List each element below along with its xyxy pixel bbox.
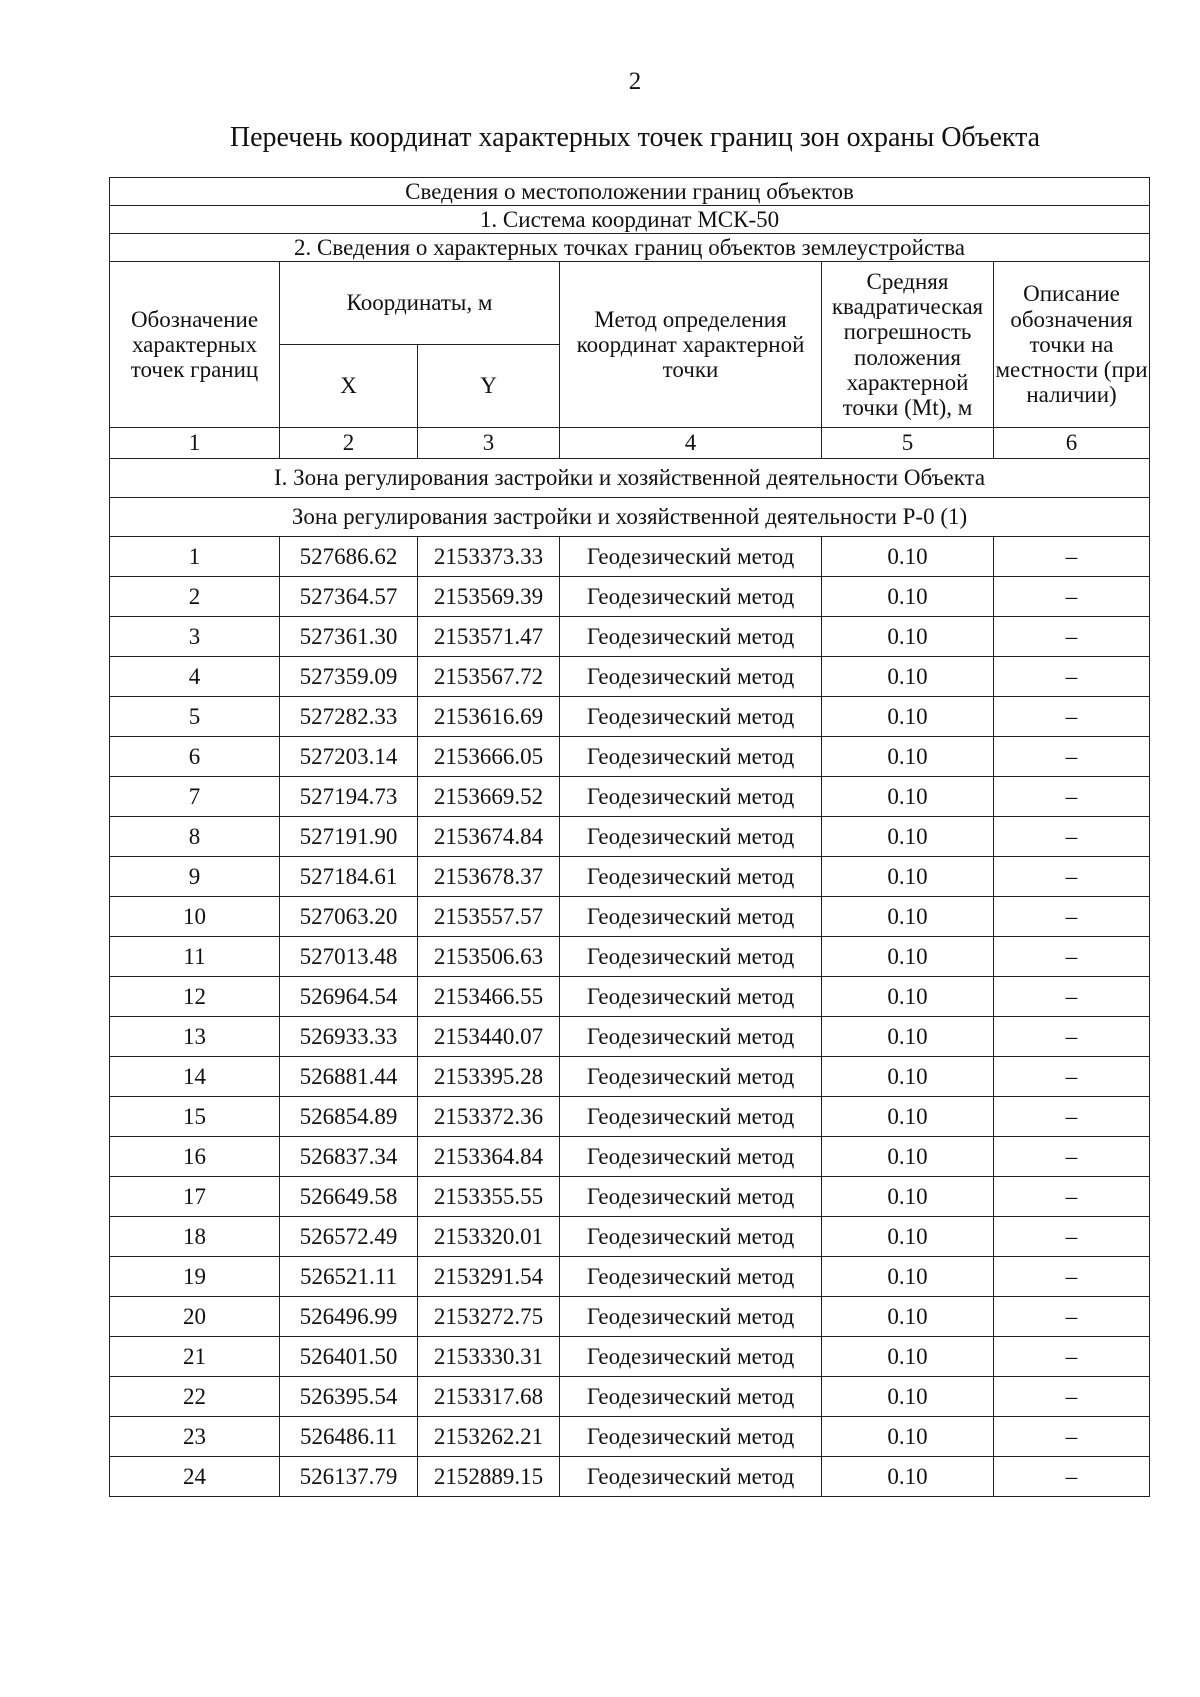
x-coordinate-cell: 527191.90	[280, 817, 418, 857]
x-coordinate-cell: 527282.33	[280, 697, 418, 737]
method-cell: Геодезический метод	[560, 577, 822, 617]
method-cell: Геодезический метод	[560, 1417, 822, 1457]
method-cell: Геодезический метод	[560, 897, 822, 937]
error-cell: 0.10	[822, 577, 994, 617]
coordinates-table	[109, 177, 1150, 1497]
description-cell: –	[994, 577, 1150, 617]
description-cell: –	[994, 1097, 1150, 1137]
point-number-cell: 16	[110, 1137, 280, 1177]
table-row	[110, 977, 1150, 1017]
method-cell: Геодезический метод	[560, 1377, 822, 1417]
table-row	[110, 697, 1150, 737]
point-number-cell: 17	[110, 1177, 280, 1217]
x-coordinate-cell: 526964.54	[280, 977, 418, 1017]
method-cell: Геодезический метод	[560, 1057, 822, 1097]
page-number: 2	[628, 68, 642, 95]
point-number-cell: 23	[110, 1417, 280, 1457]
error-cell: 0.10	[822, 1417, 994, 1457]
header-row-info	[110, 178, 1150, 206]
description-cell: –	[994, 1137, 1150, 1177]
header-points-cell: 2. Сведения о характерных точках границ объектов землеустройства	[110, 234, 1150, 262]
method-cell: Геодезический метод	[560, 817, 822, 857]
point-number-cell: 3	[110, 617, 280, 657]
y-coordinate-cell: 2153678.37	[418, 857, 560, 897]
x-coordinate-cell: 527359.09	[280, 657, 418, 697]
table-row	[110, 1217, 1150, 1257]
y-coordinate-cell: 2153674.84	[418, 817, 560, 857]
description-cell: –	[994, 737, 1150, 777]
y-coordinate-cell: 2153571.47	[418, 617, 560, 657]
col-head-description: Описание обозначения точки на местности (при наличии)	[994, 262, 1150, 428]
table-row	[110, 1297, 1150, 1337]
header-info-cell: Сведения о местоположении границ объектов	[110, 178, 1150, 206]
point-number-cell: 13	[110, 1017, 280, 1057]
table-row	[110, 617, 1150, 657]
col-number: 4	[560, 428, 822, 459]
point-number-cell: 20	[110, 1297, 280, 1337]
method-cell: Геодезический метод	[560, 737, 822, 777]
y-coordinate-cell: 2153291.54	[418, 1257, 560, 1297]
method-cell: Геодезический метод	[560, 937, 822, 977]
y-coordinate-cell: 2152889.15	[418, 1457, 560, 1497]
method-cell: Геодезический метод	[560, 617, 822, 657]
table-row	[110, 1457, 1150, 1497]
x-coordinate-cell: 527203.14	[280, 737, 418, 777]
error-cell: 0.10	[822, 1097, 994, 1137]
point-number-cell: 12	[110, 977, 280, 1017]
table-row	[110, 817, 1150, 857]
col-head-y: Y	[418, 345, 560, 428]
x-coordinate-cell: 526837.34	[280, 1137, 418, 1177]
point-number-cell: 18	[110, 1217, 280, 1257]
point-number-cell: 22	[110, 1377, 280, 1417]
x-coordinate-cell: 527063.20	[280, 897, 418, 937]
description-cell: –	[994, 1377, 1150, 1417]
description-cell: –	[994, 1177, 1150, 1217]
error-cell: 0.10	[822, 1057, 994, 1097]
point-number-cell: 24	[110, 1457, 280, 1497]
description-cell: –	[994, 617, 1150, 657]
error-cell: 0.10	[822, 737, 994, 777]
description-cell: –	[994, 1417, 1150, 1457]
description-cell: –	[994, 1257, 1150, 1297]
y-coordinate-cell: 2153669.52	[418, 777, 560, 817]
table-row	[110, 1137, 1150, 1177]
table-row	[110, 1257, 1150, 1297]
x-coordinate-cell: 526395.54	[280, 1377, 418, 1417]
x-coordinate-cell: 526881.44	[280, 1057, 418, 1097]
error-cell: 0.10	[822, 777, 994, 817]
col-head-x: X	[280, 345, 418, 428]
x-coordinate-cell: 526649.58	[280, 1177, 418, 1217]
col-number: 5	[822, 428, 994, 459]
description-cell: –	[994, 1337, 1150, 1377]
table-row	[110, 937, 1150, 977]
point-number-cell: 1	[110, 537, 280, 577]
x-coordinate-cell: 526521.11	[280, 1257, 418, 1297]
table-row	[110, 777, 1150, 817]
x-coordinate-cell: 527013.48	[280, 937, 418, 977]
page-title: Перечень координат характерных точек границ зон охраны Объекта	[229, 122, 1041, 153]
point-number-cell: 7	[110, 777, 280, 817]
y-coordinate-cell: 2153320.01	[418, 1217, 560, 1257]
method-cell: Геодезический метод	[560, 1337, 822, 1377]
table-row	[110, 657, 1150, 697]
error-cell: 0.10	[822, 937, 994, 977]
x-coordinate-cell: 527364.57	[280, 577, 418, 617]
y-coordinate-cell: 2153466.55	[418, 977, 560, 1017]
point-number-cell: 21	[110, 1337, 280, 1377]
y-coordinate-cell: 2153567.72	[418, 657, 560, 697]
description-cell: –	[994, 777, 1150, 817]
y-coordinate-cell: 2153506.63	[418, 937, 560, 977]
point-number-cell: 11	[110, 937, 280, 977]
y-coordinate-cell: 2153569.39	[418, 577, 560, 617]
y-coordinate-cell: 2153355.55	[418, 1177, 560, 1217]
point-number-cell: 8	[110, 817, 280, 857]
method-cell: Геодезический метод	[560, 657, 822, 697]
y-coordinate-cell: 2153372.36	[418, 1097, 560, 1137]
table-row	[110, 1177, 1150, 1217]
point-number-cell: 2	[110, 577, 280, 617]
point-number-cell: 10	[110, 897, 280, 937]
x-coordinate-cell: 527184.61	[280, 857, 418, 897]
column-header-row	[110, 262, 1150, 345]
table-row	[110, 577, 1150, 617]
point-number-cell: 9	[110, 857, 280, 897]
x-coordinate-cell: 526401.50	[280, 1337, 418, 1377]
col-number: 2	[280, 428, 418, 459]
table-row	[110, 1097, 1150, 1137]
table-row	[110, 1017, 1150, 1057]
error-cell: 0.10	[822, 1217, 994, 1257]
point-number-cell: 6	[110, 737, 280, 777]
description-cell: –	[994, 977, 1150, 1017]
table-row	[110, 537, 1150, 577]
point-number-cell: 4	[110, 657, 280, 697]
description-cell: –	[994, 897, 1150, 937]
column-number-row	[110, 428, 1150, 459]
subzone-title: Зона регулирования застройки и хозяйственной деятельности Р-0 (1)	[110, 498, 1150, 537]
x-coordinate-cell: 527194.73	[280, 777, 418, 817]
point-number-cell: 19	[110, 1257, 280, 1297]
method-cell: Геодезический метод	[560, 1137, 822, 1177]
y-coordinate-cell: 2153557.57	[418, 897, 560, 937]
col-number: 1	[110, 428, 280, 459]
error-cell: 0.10	[822, 1137, 994, 1177]
subzone-title-row	[110, 498, 1150, 537]
table-row	[110, 1377, 1150, 1417]
point-number-cell: 15	[110, 1097, 280, 1137]
description-cell: –	[994, 1297, 1150, 1337]
error-cell: 0.10	[822, 1457, 994, 1497]
error-cell: 0.10	[822, 1017, 994, 1057]
method-cell: Геодезический метод	[560, 1097, 822, 1137]
y-coordinate-cell: 2153666.05	[418, 737, 560, 777]
y-coordinate-cell: 2153330.31	[418, 1337, 560, 1377]
error-cell: 0.10	[822, 1337, 994, 1377]
error-cell: 0.10	[822, 977, 994, 1017]
method-cell: Геодезический метод	[560, 697, 822, 737]
header-system-cell: 1. Система координат МСК-50	[110, 206, 1150, 234]
x-coordinate-cell: 527686.62	[280, 537, 418, 577]
description-cell: –	[994, 817, 1150, 857]
error-cell: 0.10	[822, 1297, 994, 1337]
x-coordinate-cell: 526486.11	[280, 1417, 418, 1457]
y-coordinate-cell: 2153364.84	[418, 1137, 560, 1177]
description-cell: –	[994, 537, 1150, 577]
y-coordinate-cell: 2153262.21	[418, 1417, 560, 1457]
x-coordinate-cell: 526933.33	[280, 1017, 418, 1057]
y-coordinate-cell: 2153317.68	[418, 1377, 560, 1417]
point-number-cell: 5	[110, 697, 280, 737]
y-coordinate-cell: 2153395.28	[418, 1057, 560, 1097]
col-head-error: Средняя квадратическая погрешность положения характерной точки (Mt), м	[822, 262, 994, 428]
x-coordinate-cell: 526496.99	[280, 1297, 418, 1337]
zone-title: I. Зона регулирования застройки и хозяйственной деятельности Объекта	[110, 459, 1150, 498]
header-row-points	[110, 234, 1150, 262]
error-cell: 0.10	[822, 1377, 994, 1417]
method-cell: Геодезический метод	[560, 1297, 822, 1337]
error-cell: 0.10	[822, 617, 994, 657]
x-coordinate-cell: 526854.89	[280, 1097, 418, 1137]
table-row	[110, 1057, 1150, 1097]
table-row	[110, 857, 1150, 897]
table-row	[110, 1417, 1150, 1457]
error-cell: 0.10	[822, 817, 994, 857]
description-cell: –	[994, 657, 1150, 697]
y-coordinate-cell: 2153440.07	[418, 1017, 560, 1057]
error-cell: 0.10	[822, 657, 994, 697]
error-cell: 0.10	[822, 1177, 994, 1217]
error-cell: 0.10	[822, 897, 994, 937]
point-number-cell: 14	[110, 1057, 280, 1097]
col-head-coordinates: Координаты, м	[280, 262, 560, 345]
header-row-system	[110, 206, 1150, 234]
x-coordinate-cell: 526572.49	[280, 1217, 418, 1257]
col-head-designation: Обозначение характерных точек границ	[110, 262, 280, 428]
description-cell: –	[994, 857, 1150, 897]
error-cell: 0.10	[822, 1257, 994, 1297]
description-cell: –	[994, 1217, 1150, 1257]
method-cell: Геодезический метод	[560, 1217, 822, 1257]
method-cell: Геодезический метод	[560, 857, 822, 897]
error-cell: 0.10	[822, 537, 994, 577]
error-cell: 0.10	[822, 857, 994, 897]
method-cell: Геодезический метод	[560, 1457, 822, 1497]
x-coordinate-cell: 526137.79	[280, 1457, 418, 1497]
col-number: 3	[418, 428, 560, 459]
y-coordinate-cell: 2153272.75	[418, 1297, 560, 1337]
table-row	[110, 737, 1150, 777]
y-coordinate-cell: 2153373.33	[418, 537, 560, 577]
description-cell: –	[994, 937, 1150, 977]
error-cell: 0.10	[822, 697, 994, 737]
table-row	[110, 897, 1150, 937]
col-head-method: Метод определения координат характерной точки	[560, 262, 822, 428]
method-cell: Геодезический метод	[560, 977, 822, 1017]
description-cell: –	[994, 1457, 1150, 1497]
x-coordinate-cell: 527361.30	[280, 617, 418, 657]
description-cell: –	[994, 1017, 1150, 1057]
method-cell: Геодезический метод	[560, 1257, 822, 1297]
description-cell: –	[994, 1057, 1150, 1097]
table-row	[110, 1337, 1150, 1377]
method-cell: Геодезический метод	[560, 537, 822, 577]
method-cell: Геодезический метод	[560, 1017, 822, 1057]
description-cell: –	[994, 697, 1150, 737]
zone-title-row	[110, 459, 1150, 498]
col-number: 6	[994, 428, 1150, 459]
method-cell: Геодезический метод	[560, 777, 822, 817]
method-cell: Геодезический метод	[560, 1177, 822, 1217]
y-coordinate-cell: 2153616.69	[418, 697, 560, 737]
